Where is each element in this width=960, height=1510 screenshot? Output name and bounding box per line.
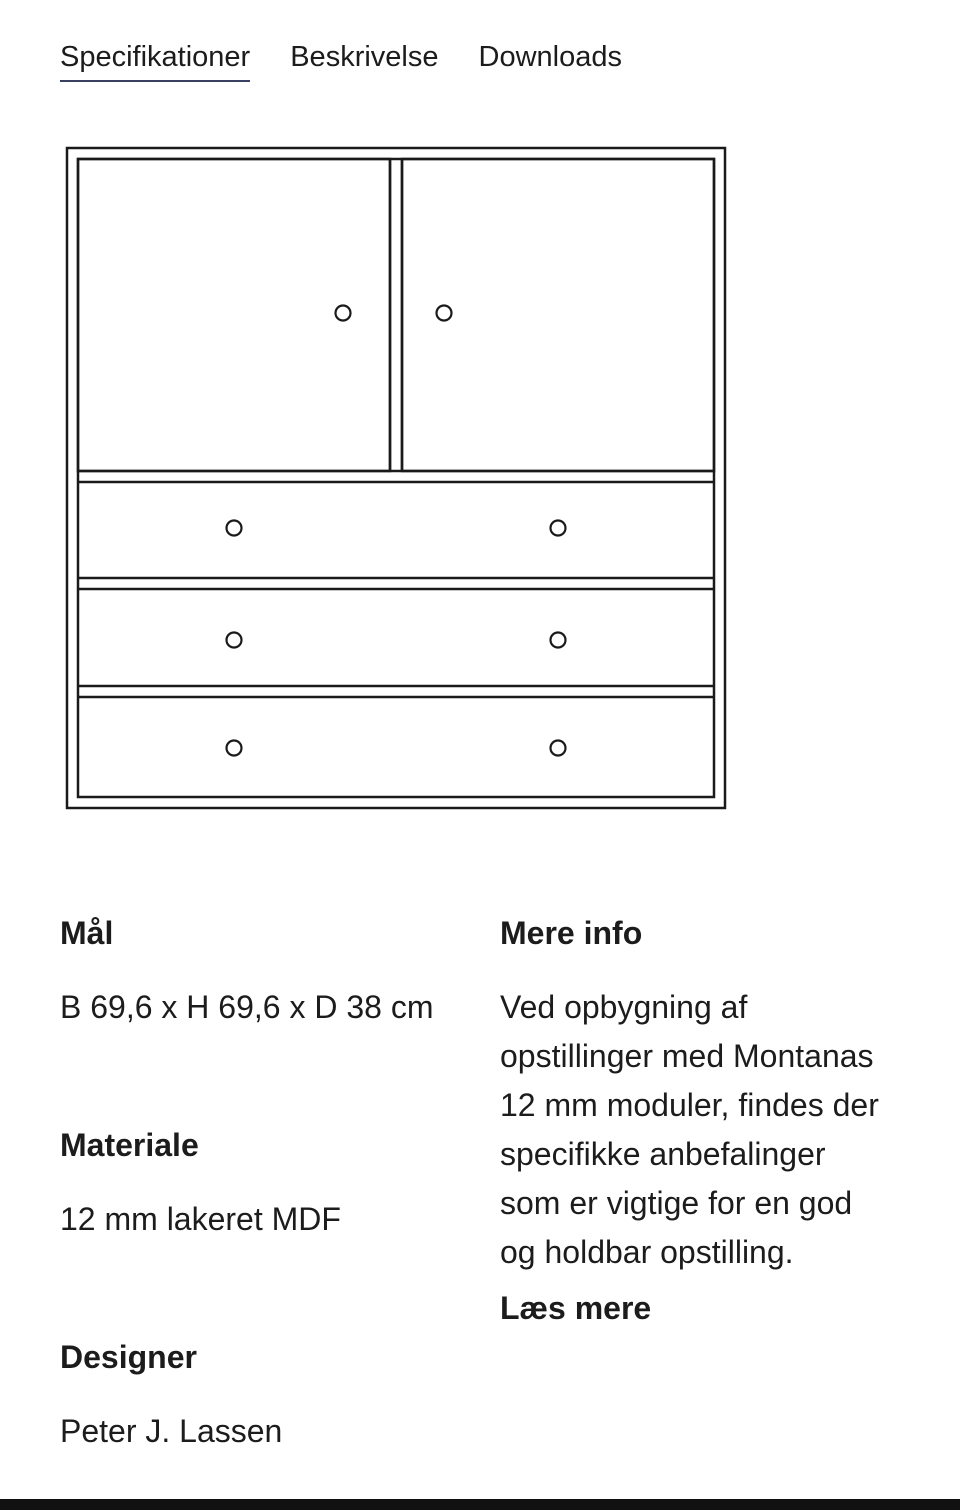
more-info-heading: Mere info [500,915,643,951]
tab-downloads[interactable]: Downloads [478,41,622,73]
cabinet-line-drawing [64,145,728,811]
drawer-3-knob-left [227,741,242,756]
drawer-3-knob-right [551,741,566,756]
door-knob-left [336,306,351,321]
more-info-line: og holdbar opstilling. [500,1234,794,1270]
more-info-line: Ved opbygning af [500,989,748,1025]
dimensions-heading: Mål [60,915,114,951]
bottom-edge-bar [0,1499,960,1510]
tab-specifikationer[interactable]: Specifikationer [60,38,250,82]
more-info-line: 12 mm moduler, findes der [500,1087,879,1123]
cabinet-door-left [78,159,390,471]
more-info-line: som er vigtige for en god [500,1185,853,1221]
dimensions-value: B 69,6 x H 69,6 x D 38 cm [60,989,434,1025]
cabinet-outer-frame [67,148,725,808]
more-info-text [500,983,920,1277]
cabinet-inner-frame [78,159,714,797]
drawer-1-knob-right [551,521,566,536]
designer-value: Peter J. Lassen [60,1413,283,1449]
door-knob-right [437,306,452,321]
designer-heading: Designer [60,1339,197,1375]
drawer-2-knob-right [551,633,566,648]
drawer-2-knob-left [227,633,242,648]
read-more-link[interactable]: Læs mere [500,1290,652,1326]
tab-beskrivelse[interactable]: Beskrivelse [290,41,439,73]
material-heading: Materiale [60,1127,199,1163]
cabinet-door-right [402,159,714,471]
more-info-line: specifikke anbefalinger [500,1136,826,1172]
drawer-1-knob-left [227,521,242,536]
material-value: 12 mm lakeret MDF [60,1201,341,1237]
tab-bar [60,38,662,82]
more-info-line: opstillinger med Montanas [500,1038,874,1074]
partial-icon [60,0,110,4]
